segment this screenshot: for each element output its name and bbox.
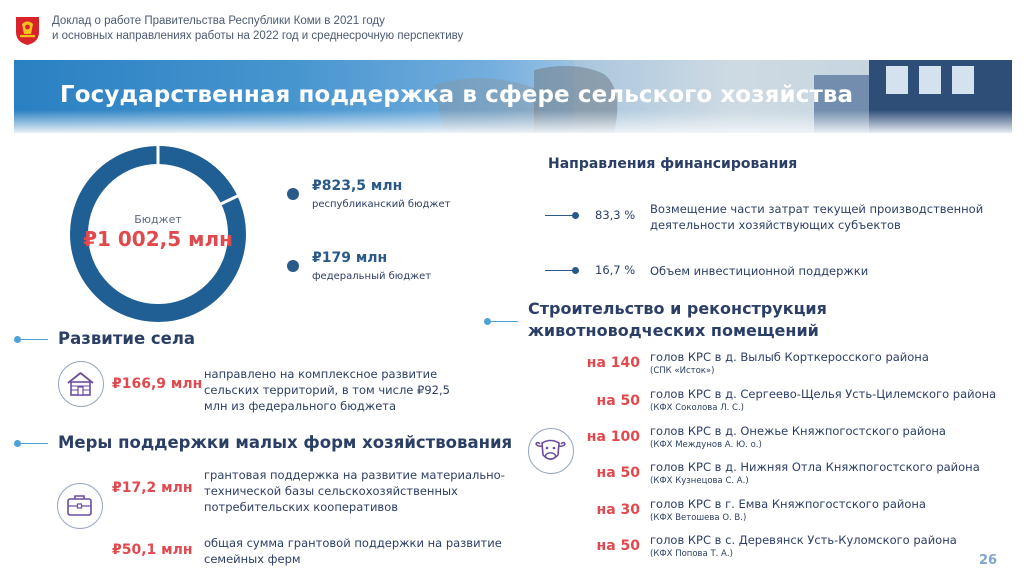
construction-title: Строительство и реконструкция животноводческих помещений — [528, 299, 827, 340]
farm-owner-4: (КФХ Кузнецова С. А.) — [650, 476, 749, 486]
farm-owner-3: (КФХ Междунов А. Ю. о.) — [650, 440, 762, 450]
directions-title: Направления финансирования — [548, 156, 798, 172]
farm-title-3: голов КРС в д. Онежье Княжпогостского района — [650, 424, 946, 438]
direction-text-2: Объем инвестиционной поддержки — [650, 264, 869, 278]
farm-owner-5: (КФХ Ветошева О. В.) — [650, 513, 747, 523]
legend-dot — [287, 188, 299, 200]
farm-amount-4: на 50 — [596, 465, 640, 481]
bullet-dot — [572, 267, 579, 274]
page-title: Государственная поддержка в сфере сельского хозяйства — [60, 82, 854, 108]
small-forms-title: Меры поддержки малых форм хозяйствования — [58, 433, 513, 452]
farm-title-1: голов КРС в д. Вылыб Корткеросского района — [650, 350, 929, 364]
farm-owner-6: (КФХ Попова Т. А.) — [650, 549, 733, 559]
village-text: направлено на комплексное развитие сельских территорий, в том числе ₽92,5 млн из федерального бюджета — [204, 367, 450, 413]
farm-amount-5: на 30 — [596, 502, 640, 518]
direction-percent-1: 83,3 % — [595, 208, 636, 222]
farm-owner-2: (КФХ Соколова Л. С.) — [650, 403, 744, 413]
komi-republic-coat-of-arms-icon — [14, 15, 41, 46]
farm-title-4: голов КРС в д. Нижняя Отла Княжпогостского района — [650, 460, 980, 474]
budget-label: Бюджет — [134, 213, 182, 226]
federal-budget-value: ₽179 млн — [312, 250, 388, 266]
bullet-line — [545, 270, 575, 271]
federal-budget-label: федеральный бюджет — [312, 271, 432, 282]
bullet-line — [20, 339, 48, 340]
small-forms-amount-1: ₽17,2 млн — [112, 480, 193, 496]
direction-percent-2: 16,7 % — [595, 263, 636, 277]
small-forms-amount-2: ₽50,1 млн — [112, 542, 193, 558]
farm-owner-1: (СПК «Исток») — [650, 366, 715, 376]
report-header-line2: и основных направлениях работы на 2022 год и среднесрочную перспективу — [52, 30, 464, 42]
small-forms-text-1: грантовая поддержка на развитие материально-технической базы сельскохозяйственных потребительских кооперативов — [204, 468, 505, 514]
donut-segment-federal — [158, 155, 229, 200]
village-amount: ₽166,9 млн — [112, 376, 203, 392]
legend-dot — [287, 260, 299, 272]
bullet-line — [20, 443, 48, 444]
bullet-dot — [572, 212, 579, 219]
farm-title-5: голов КРС в г. Емва Княжпогостского района — [650, 497, 926, 511]
village-title: Развитие села — [58, 329, 196, 348]
bullet-line — [490, 321, 518, 322]
farm-amount-1: на 140 — [586, 355, 640, 371]
report-header — [52, 14, 463, 44]
title-banner — [14, 60, 1012, 133]
farm-amount-6: на 50 — [596, 538, 640, 554]
farm-title-2: голов КРС в д. Сергеево-Щелья Усть-Цилемского района — [650, 387, 997, 401]
republican-budget-label: республиканский бюджет — [312, 199, 451, 210]
cow-icon — [528, 428, 574, 474]
republican-budget-value: ₽823,5 млн — [312, 178, 403, 194]
budget-total: ₽1 002,5 млн — [83, 227, 233, 251]
farm-amount-2: на 50 — [596, 393, 640, 409]
farm-amount-3: на 100 — [586, 429, 640, 445]
farm-title-6: голов КРС в с. Деревянск Усть-Куломского района — [650, 533, 957, 547]
page-number: 26 — [979, 553, 998, 568]
direction-text-1: Возмещение части затрат текущей производственной деятельности хозяйствующих субъектов — [650, 202, 984, 232]
briefcase-icon — [57, 483, 103, 529]
house-icon — [58, 361, 104, 407]
report-header-line1: Доклад о работе Правительства Республики Коми в 2021 году — [52, 15, 385, 27]
bullet-line — [545, 215, 575, 216]
small-forms-text-2: общая сумма грантовой поддержки на развитие семейных ферм — [204, 536, 502, 566]
